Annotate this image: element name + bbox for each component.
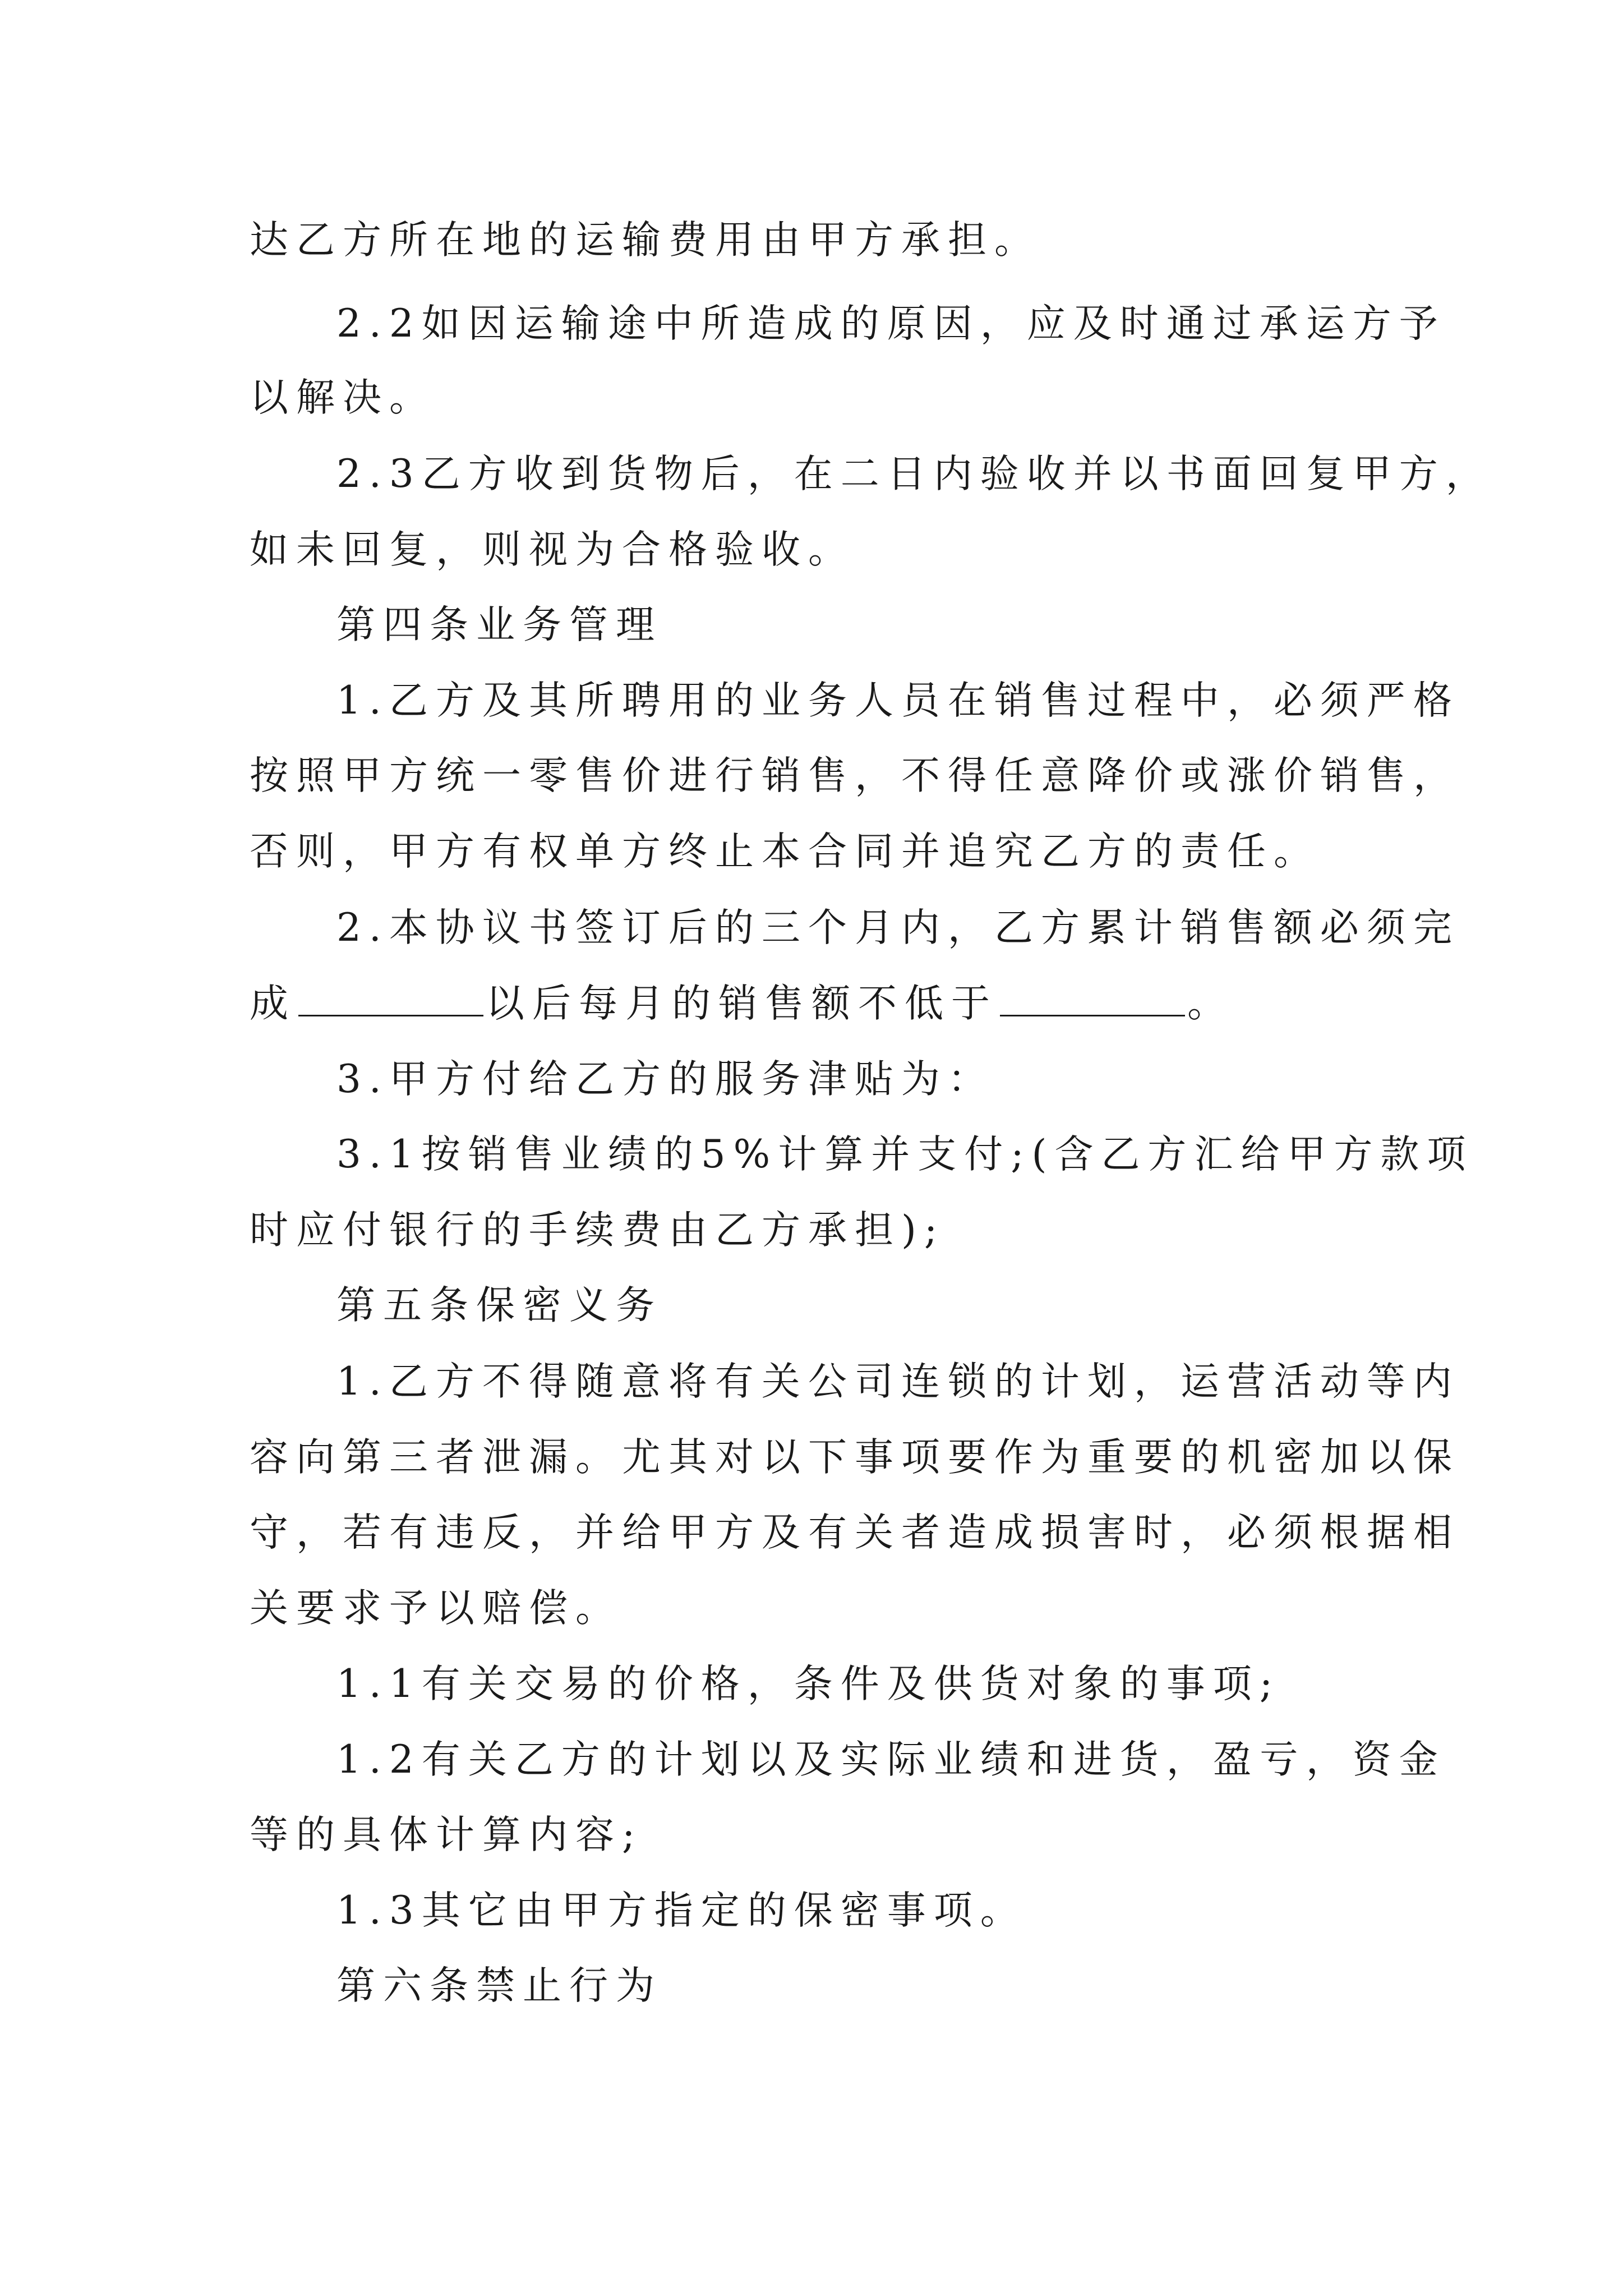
paragraph-line: 2.2如因运输途中所造成的原因，应及时通过承运方予 xyxy=(336,301,1446,346)
paragraph-line: 1.乙方及其所聘用的业务人员在销售过程中，必须严格 xyxy=(336,678,1460,723)
section-heading: 第五条保密义务 xyxy=(336,1283,662,1328)
blank-line-text-2: 以后每月的销售额不低于 xyxy=(486,981,998,1026)
paragraph-line: 3.1按销售业绩的5%计算并支付;(含乙方汇给甲方款项 xyxy=(336,1132,1474,1177)
blank-line-text-3: 。 xyxy=(1187,981,1234,1026)
section-heading: 第四条业务管理 xyxy=(336,602,662,647)
paragraph-line: 如未回复，则视为合格验收。 xyxy=(250,527,855,572)
paragraph-line: 2.3乙方收到货物后，在二日内验收并以书面回复甲方， xyxy=(336,452,1492,496)
paragraph-line: 1.乙方不得随意将有关公司连锁的计划，运营活动等内 xyxy=(336,1359,1460,1404)
paragraph-line: 否则，甲方有权单方终止本合同并追究乙方的责任。 xyxy=(250,829,1320,874)
fill-in-blank xyxy=(1000,981,1185,1016)
paragraph-line: 等的具体计算内容; xyxy=(250,1812,643,1857)
paragraph-line: 守，若有违反，并给甲方及有关者造成损害时，必须根据相 xyxy=(250,1510,1460,1555)
paragraph-line: 关要求予以赔偿。 xyxy=(250,1586,622,1631)
paragraph-line: 时应付银行的手续费由乙方承担); xyxy=(250,1208,946,1253)
section-heading: 第六条禁止行为 xyxy=(336,1963,662,2008)
paragraph-line: 2.本协议书签订后的三个月内，乙方累计销售额必须完 xyxy=(336,905,1460,950)
blank-line-text-1: 成 xyxy=(250,981,296,1026)
paragraph-line: 1.1有关交易的价格，条件及供货对象的事项; xyxy=(336,1662,1280,1706)
paragraph-line: 容向第三者泄漏。尤其对以下事项要作为重要的机密加以保 xyxy=(250,1435,1460,1480)
paragraph-line: 按照甲方统一零售价进行销售，不得任意降价或涨价销售， xyxy=(250,753,1460,798)
paragraph-line: 达乙方所在地的运输费用由甲方承担。 xyxy=(250,218,1041,263)
fill-in-blank xyxy=(298,981,483,1016)
paragraph-line: 1.3其它由甲方指定的保密事项。 xyxy=(336,1888,1027,1933)
paragraph-line: 1.2有关乙方的计划以及实际业绩和进货，盈亏，资金 xyxy=(336,1737,1446,1782)
paragraph-line-with-blanks xyxy=(250,978,1234,1029)
paragraph-line: 3.甲方付给乙方的服务津贴为： xyxy=(336,1057,994,1102)
paragraph-line: 以解决。 xyxy=(250,375,436,420)
